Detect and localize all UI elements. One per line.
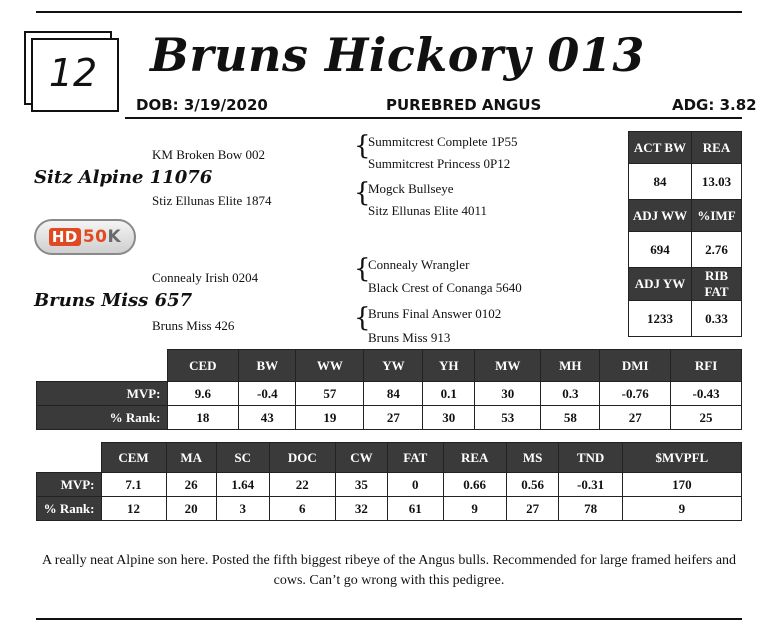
epd-value: 9 bbox=[443, 497, 506, 521]
epd-value: 58 bbox=[541, 406, 600, 430]
epd-header: MS bbox=[506, 443, 559, 473]
perf-label: ADJ YW bbox=[629, 268, 692, 301]
epd-value: 61 bbox=[387, 497, 443, 521]
epd-value: -0.4 bbox=[239, 382, 296, 406]
epd-value: 0.56 bbox=[506, 473, 559, 497]
sire-name: Sitz Alpine 11076 bbox=[34, 167, 213, 188]
lot-comment: A really neat Alpine son here. Posted the fifth biggest ribeye of the Angus bulls. Recommended for large framed heifers and cows. Can’t go wrong with this pedigree. bbox=[41, 553, 737, 588]
epd-value: 0 bbox=[387, 473, 443, 497]
epd-header: MH bbox=[541, 350, 600, 382]
dss-sire: Connealy Wrangler bbox=[368, 257, 470, 272]
perf-label: REA bbox=[692, 132, 742, 164]
epd-value: -0.43 bbox=[671, 382, 742, 406]
epd-header: CW bbox=[335, 443, 387, 473]
ssd-sire: Mogck Bullseye bbox=[368, 181, 454, 196]
info-bar-rule bbox=[125, 117, 742, 119]
epd-header: TND bbox=[559, 443, 622, 473]
dss-dam: Black Crest of Conanga 5640 bbox=[368, 280, 522, 295]
epd-header: MA bbox=[166, 443, 216, 473]
performance-table bbox=[628, 131, 742, 337]
dob-label: DOB: 3/19/2020 bbox=[136, 96, 268, 114]
dam-sire: Connealy Irish 0204 bbox=[152, 270, 259, 285]
epd-header: DOC bbox=[269, 443, 335, 473]
sire-sire: KM Broken Bow 002 bbox=[152, 147, 266, 162]
dam-name: Bruns Miss 657 bbox=[34, 290, 193, 311]
brace-icon: { bbox=[354, 254, 371, 284]
breed-label: PUREBRED ANGUS bbox=[386, 96, 542, 114]
epd-header: CEM bbox=[101, 443, 166, 473]
epd-value: 0.3 bbox=[541, 382, 600, 406]
epd-row-label: MVP: bbox=[37, 382, 168, 406]
perf-value: 84 bbox=[629, 164, 692, 200]
epd-row-label: % Rank: bbox=[37, 497, 102, 521]
sss-dam: Summitcrest Princess 0P12 bbox=[368, 156, 511, 171]
epd-value: 19 bbox=[296, 406, 364, 430]
epd-header: RFI bbox=[671, 350, 742, 382]
epd-value: 26 bbox=[166, 473, 216, 497]
hd50k-logo: HD 50 K bbox=[34, 219, 136, 255]
perf-value: 0.33 bbox=[692, 301, 742, 337]
bottom-rule bbox=[36, 618, 742, 620]
sire-dam: Stiz Ellunas Elite 1874 bbox=[152, 193, 272, 208]
epd-header: YH bbox=[423, 350, 475, 382]
epd-header: CED bbox=[167, 350, 239, 382]
epd-value: 6 bbox=[269, 497, 335, 521]
epd-header: $MVPFL bbox=[622, 443, 741, 473]
dds-dam: Bruns Miss 913 bbox=[368, 330, 451, 345]
epd-value: 78 bbox=[559, 497, 622, 521]
brace-icon: { bbox=[354, 178, 371, 208]
epd-value: -0.31 bbox=[559, 473, 622, 497]
lot-number: 12 bbox=[48, 51, 98, 95]
epd-row-label: % Rank: bbox=[37, 406, 168, 430]
epd-value: 9 bbox=[622, 497, 741, 521]
epd-value: 84 bbox=[364, 382, 423, 406]
epd-header: REA bbox=[443, 443, 506, 473]
epd-value: 53 bbox=[475, 406, 541, 430]
epd-value: 27 bbox=[506, 497, 559, 521]
epd-value: 25 bbox=[671, 406, 742, 430]
epd-value: 20 bbox=[166, 497, 216, 521]
perf-label: ACT BW bbox=[629, 132, 692, 164]
perf-label: RIB FAT bbox=[692, 268, 742, 301]
epd-value: 18 bbox=[167, 406, 239, 430]
perf-value: 2.76 bbox=[692, 232, 742, 268]
epd-header: MW bbox=[475, 350, 541, 382]
epd-header: SC bbox=[216, 443, 269, 473]
epd-table-2 bbox=[36, 442, 742, 521]
epd-blank bbox=[37, 350, 168, 382]
epd-value: 27 bbox=[364, 406, 423, 430]
epd-header: YW bbox=[364, 350, 423, 382]
top-rule bbox=[36, 11, 742, 13]
perf-value: 694 bbox=[629, 232, 692, 268]
epd-value: 57 bbox=[296, 382, 364, 406]
epd-value: 43 bbox=[239, 406, 296, 430]
epd-value: -0.76 bbox=[600, 382, 671, 406]
perf-value: 13.03 bbox=[692, 164, 742, 200]
dds-sire: Bruns Final Answer 0102 bbox=[368, 306, 502, 321]
epd-header: BW bbox=[239, 350, 296, 382]
epd-value: 27 bbox=[600, 406, 671, 430]
epd-value: 32 bbox=[335, 497, 387, 521]
brace-icon: { bbox=[354, 303, 371, 333]
epd-row-label: MVP: bbox=[37, 473, 102, 497]
epd-value: 22 bbox=[269, 473, 335, 497]
perf-label: %IMF bbox=[692, 200, 742, 232]
brace-icon: { bbox=[354, 131, 371, 161]
epd-value: 9.6 bbox=[167, 382, 239, 406]
epd-value: 1.64 bbox=[216, 473, 269, 497]
epd-value: 7.1 bbox=[101, 473, 166, 497]
epd-value: 0.1 bbox=[423, 382, 475, 406]
epd-table-1 bbox=[36, 349, 742, 430]
ssd-dam: Sitz Ellunas Elite 4011 bbox=[368, 203, 488, 218]
perf-label: ADJ WW bbox=[629, 200, 692, 232]
epd-value: 0.66 bbox=[443, 473, 506, 497]
epd-value: 30 bbox=[475, 382, 541, 406]
epd-value: 35 bbox=[335, 473, 387, 497]
epd-value: 12 bbox=[101, 497, 166, 521]
epd-blank bbox=[37, 443, 102, 473]
epd-value: 30 bbox=[423, 406, 475, 430]
perf-value: 1233 bbox=[629, 301, 692, 337]
bull-name: Bruns Hickory 013 bbox=[150, 28, 645, 82]
epd-header: FAT bbox=[387, 443, 443, 473]
epd-value: 170 bbox=[622, 473, 741, 497]
dam-dam: Bruns Miss 426 bbox=[152, 318, 235, 333]
epd-value: 3 bbox=[216, 497, 269, 521]
adg-label: ADG: 3.82 bbox=[672, 96, 757, 114]
epd-header: WW bbox=[296, 350, 364, 382]
sss-sire: Summitcrest Complete 1P55 bbox=[368, 134, 518, 149]
epd-header: DMI bbox=[600, 350, 671, 382]
